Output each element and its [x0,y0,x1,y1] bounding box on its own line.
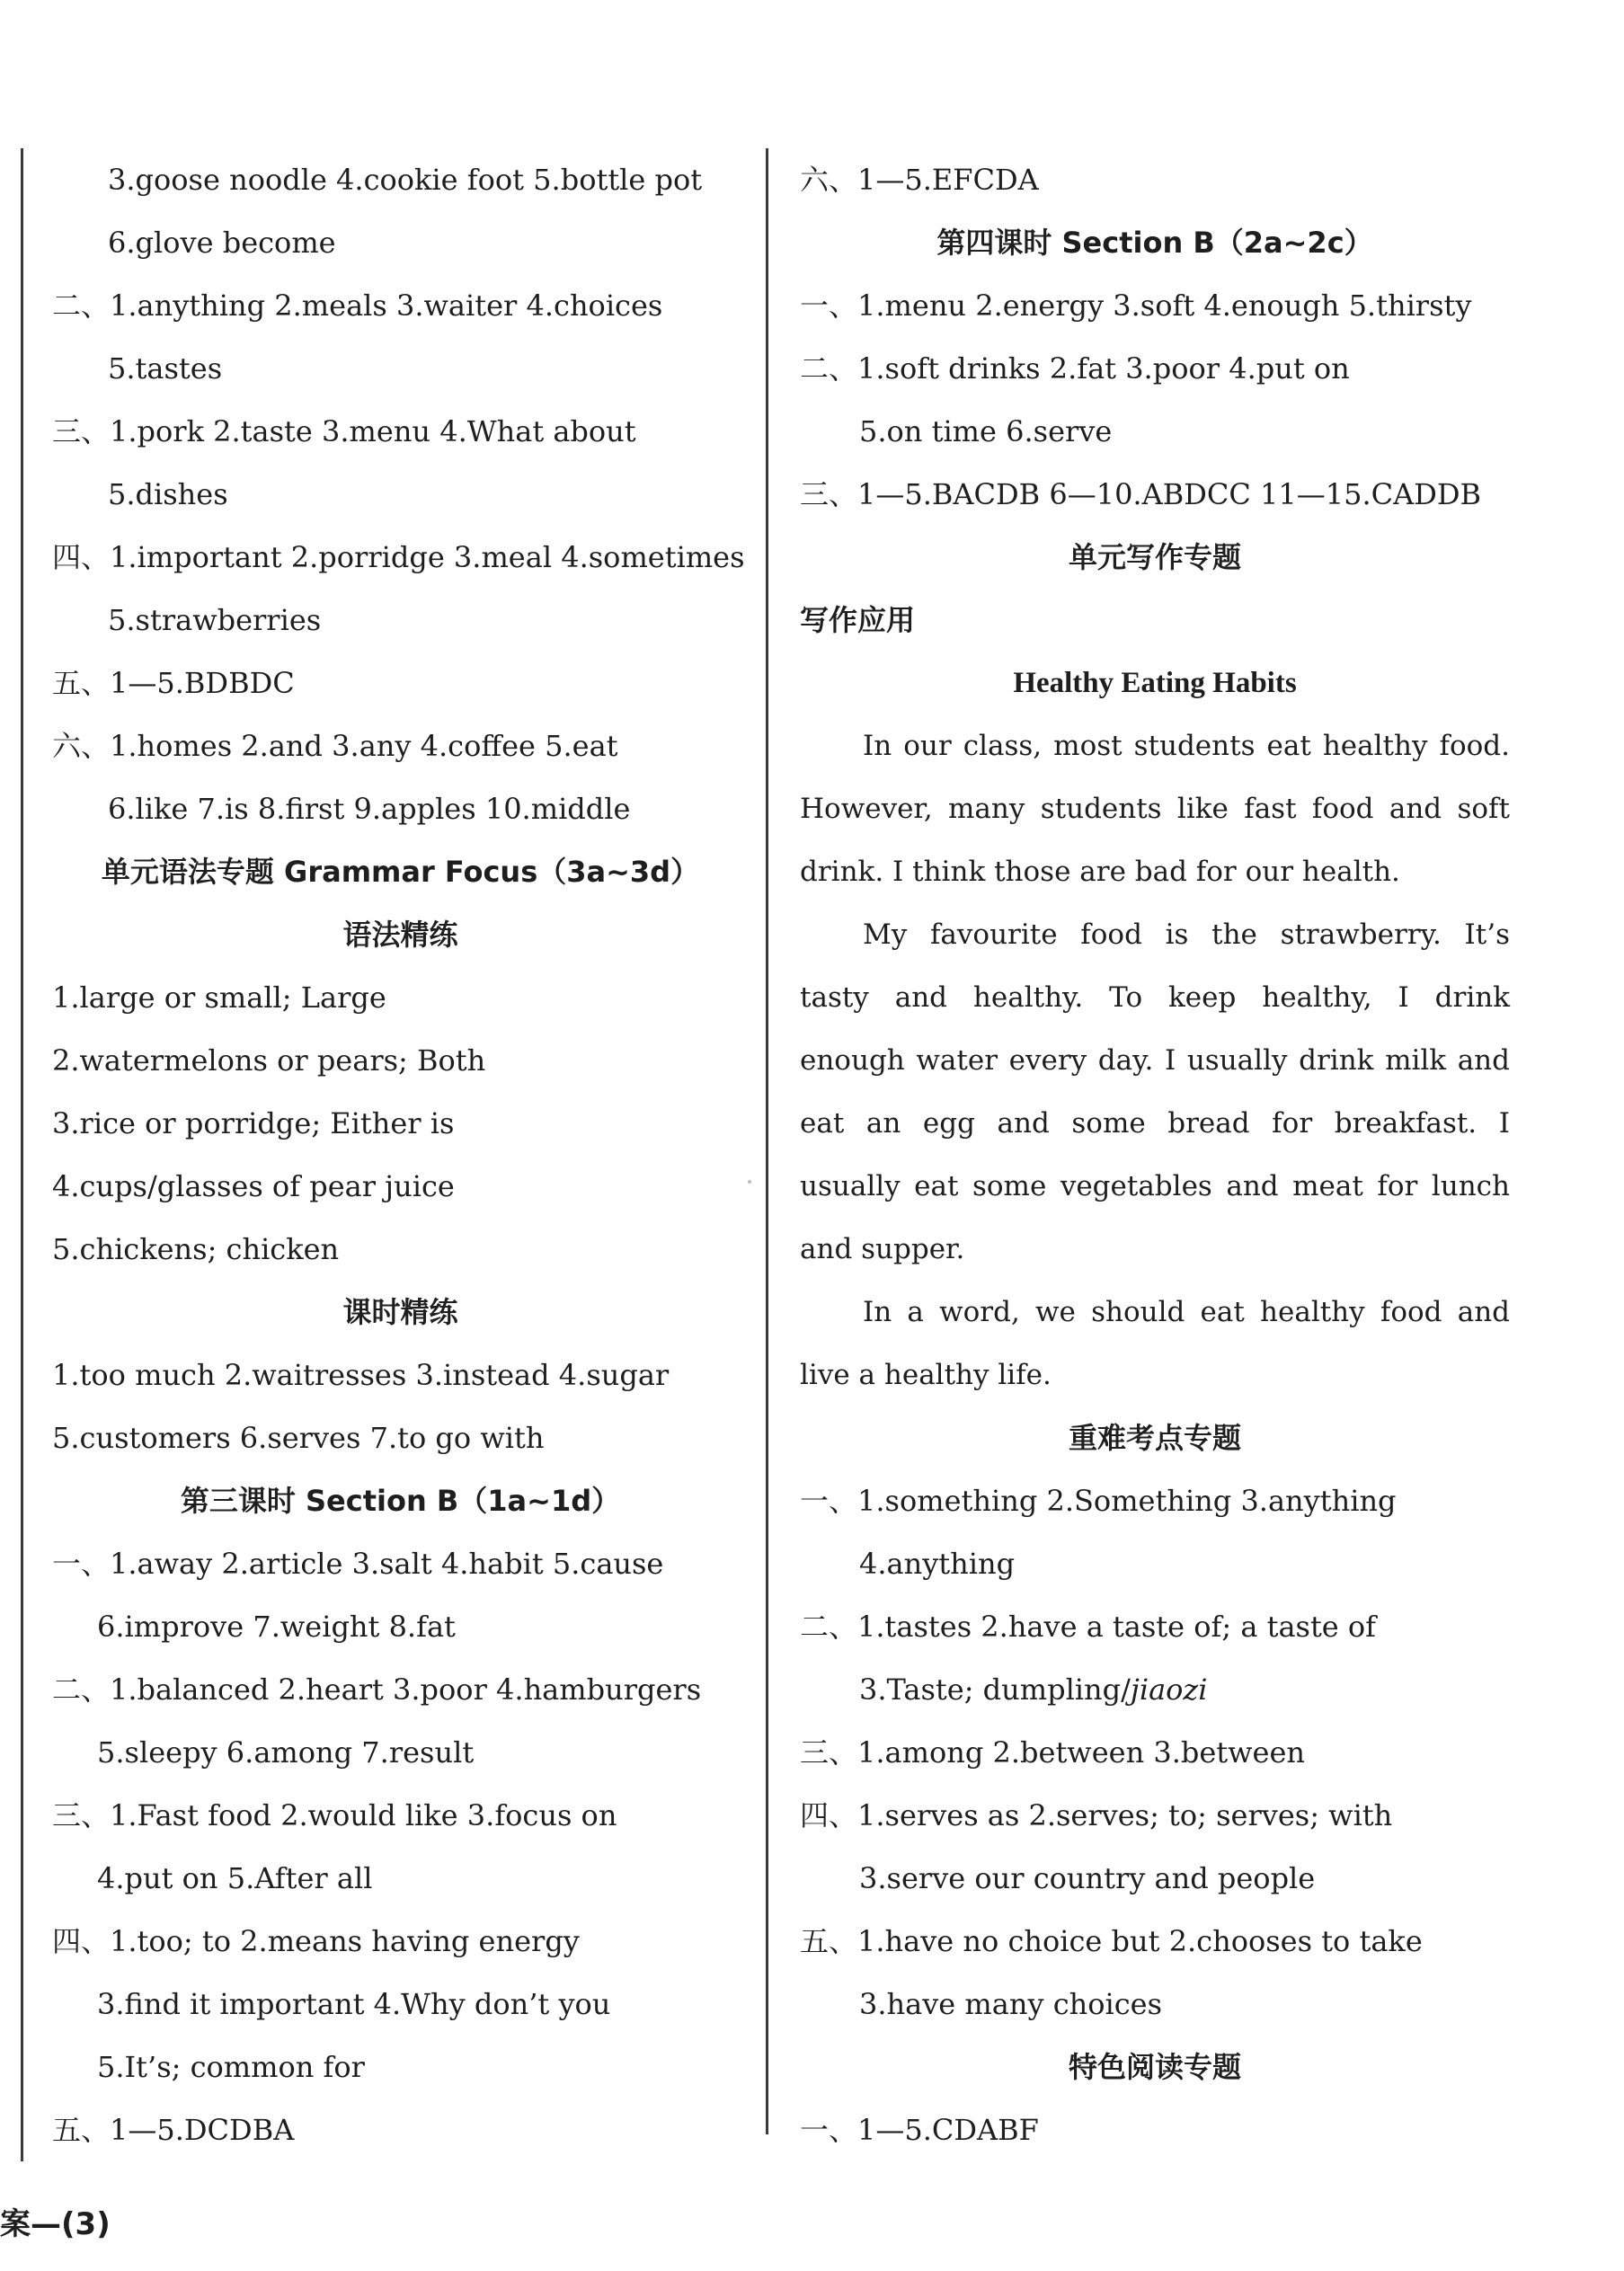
essay-line: In our class, most students eat healthy food. [863,730,1510,762]
answer-line [800,1658,1510,1721]
answer-line: 三、1.pork 2.taste 3.menu 4.What about [52,414,636,448]
answer-line: 五、1.have no choice but 2.chooses to take [800,1924,1423,1958]
answer-line: 5.strawberries [108,603,322,637]
left-margin-rule [21,148,23,2161]
answer-line: 6.glove become [108,226,336,260]
essay-line: tasty and healthy. To keep healthy, I drink [800,981,1510,1014]
essay-paragraph-2 [800,903,1510,1281]
essay-title: Healthy Eating Habits [1013,667,1297,699]
answer-line: 5.chickens; chicken [52,1232,340,1266]
essay-line: and supper. [800,1233,965,1265]
section-heading-lesson-3: 第三课时 Section B（1a~1d） [180,1484,621,1518]
section-heading-grammar-practice: 语法精练 [342,918,458,952]
answer-line: 四、1.too; to 2.means having energy [52,1924,580,1958]
answer-line: 5.on time 6.serve [859,414,1113,448]
answer-line: 4.anything [859,1547,1016,1581]
answer-line: 3.find it important 4.Why don’t you [97,1987,611,2021]
answer-line: 五、1—5.BDBDC [52,666,295,700]
pinyin-word: jiaozi [1130,1672,1208,1707]
essay-line: However, many students like fast food and soft [800,793,1510,825]
section-heading-writing: 单元写作专题 [1068,540,1241,574]
answer-line: 5.tastes [108,351,223,386]
answer-line: 2.watermelons or pears; Both [52,1043,486,1078]
answer-line: 3.rice or porridge; Either is [52,1106,455,1140]
answer-line: 3.have many choices [859,1987,1162,2021]
answer-line: 5.sleepy 6.among 7.result [97,1735,475,1770]
essay-paragraph-1 [800,714,1510,903]
answer-line: 二、1.soft drinks 2.fat 3.poor 4.put on [800,351,1350,386]
answer-line: 六、1—5.EFCDA [800,163,1039,197]
answer-text: 3.Taste; dumpling/ [859,1672,1131,1707]
answer-line: 5.It’s; common for [97,2050,365,2084]
answer-line: 二、1.balanced 2.heart 3.poor 4.hamburgers [52,1672,702,1707]
answer-line: 3.serve our country and people [859,1861,1316,1895]
column-divider [766,148,768,2134]
answer-line: 4.cups/glasses of pear juice [52,1169,455,1203]
answer-line: 二、1.anything 2.meals 3.waiter 4.choices [52,288,663,323]
essay-paragraph-3 [800,1281,1510,1406]
essay-line: In a word, we should eat healthy food and [863,1296,1510,1328]
essay-line: live a healthy life. [800,1359,1052,1391]
essay-line: usually eat some vegetables and meat for lunch [800,1170,1510,1202]
answer-line: 6.improve 7.weight 8.fat [97,1610,456,1644]
essay-line: drink. I think those are bad for our health. [800,856,1400,888]
subheading-writing-application: 写作应用 [800,603,916,637]
answer-line: 4.put on 5.After all [97,1861,373,1895]
answer-line: 一、1.away 2.article 3.salt 4.habit 5.cause [52,1547,664,1581]
answer-line: 一、1.menu 2.energy 3.soft 4.enough 5.thirsty [800,288,1472,323]
answer-line: 一、1.something 2.Something 3.anything [800,1484,1397,1518]
answer-line: 六、1.homes 2.and 3.any 4.coffee 5.eat [52,729,618,763]
section-heading-lesson-4: 第四课时 Section B（2a~2c） [936,226,1373,260]
answer-line: 6.like 7.is 8.first 9.apples 10.middle [108,792,631,826]
section-heading-reading: 特色阅读专题 [1068,2050,1241,2084]
essay-line: eat an egg and some bread for breakfast. I [800,1107,1510,1140]
answer-line: 一、1—5.CDABF [800,2113,1039,2147]
section-heading-grammar-focus: 单元语法专题 Grammar Focus（3a~3d） [101,855,700,889]
answer-line: 1.too much 2.waitresses 3.instead 4.sugar [52,1358,670,1392]
answer-line: 四、1.important 2.porridge 3.meal 4.sometimes [52,540,745,574]
right-column [800,148,1510,2161]
section-heading-key-points: 重难考点专题 [1068,1421,1241,1455]
section-heading-lesson-practice: 课时精练 [342,1295,458,1329]
answer-line: 3.goose noodle 4.cookie foot 5.bottle pot [108,163,703,197]
left-column [52,148,749,2161]
answer-line: 三、1.among 2.between 3.between [800,1735,1306,1770]
answer-line: 5.dishes [108,477,228,511]
page-number-label: 案—(3) [0,2206,111,2242]
answer-line: 四、1.serves as 2.serves; to; serves; with [800,1798,1393,1832]
answer-line: 5.customers 6.serves 7.to go with [52,1421,545,1455]
answer-line: 1.large or small; Large [52,980,386,1015]
answer-line: 五、1—5.DCDBA [52,2113,295,2147]
answer-line: 二、1.tastes 2.have a taste of; a taste of [800,1610,1377,1644]
essay-line: My favourite food is the strawberry. It’s [863,918,1510,951]
essay-line: enough water every day. I usually drink milk and [800,1044,1510,1077]
answer-line: 三、1—5.BACDB 6—10.ABDCC 11—15.CADDB [800,477,1482,511]
answer-line: 三、1.Fast food 2.would like 3.focus on [52,1798,617,1832]
